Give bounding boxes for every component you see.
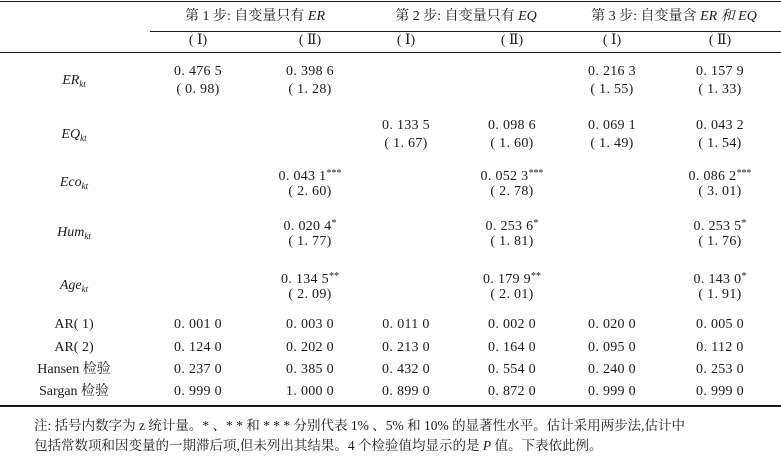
coefficient: 0. 098 6 <box>488 118 536 133</box>
test-value: 0. 005 0 <box>696 317 744 332</box>
top-rule <box>0 1 781 2</box>
test-value: 1. 000 0 <box>286 384 334 399</box>
row-label-hum: Hum$_{kt}$ <box>57 225 91 241</box>
coefficient: 0. 476 5 <box>174 64 222 79</box>
model-label: ( Ⅱ) <box>500 33 524 48</box>
test-value: 0. 999 0 <box>588 384 636 399</box>
coefficient: 0. 086 2*** <box>688 168 752 184</box>
model-label: ( Ⅰ) <box>188 33 208 48</box>
coefficient: 0. 253 5* <box>693 218 747 234</box>
test-value: 0. 164 0 <box>488 340 536 355</box>
test-value: 0. 001 0 <box>174 317 222 332</box>
test-value: 0. 899 0 <box>382 384 430 399</box>
z-statistic: ( 2. 78) <box>490 184 534 199</box>
z-statistic: ( 1. 60) <box>490 136 534 151</box>
test-value: 0. 002 0 <box>488 317 536 332</box>
test-value: 0. 213 0 <box>382 340 430 355</box>
significance-stars: ** <box>530 271 541 282</box>
z-statistic: ( 2. 09) <box>288 287 332 302</box>
model-label: ( Ⅰ) <box>396 33 416 48</box>
coefficient: 0. 052 3*** <box>480 168 544 184</box>
test-value: 0. 112 0 <box>696 340 744 355</box>
test-value: 0. 240 0 <box>588 362 636 377</box>
z-statistic: ( 1. 33) <box>698 82 742 97</box>
note-p-symbol: P <box>482 438 492 453</box>
row-label-eq: $EQ_{kt}$ <box>61 127 87 143</box>
model-label: ( Ⅱ) <box>298 33 322 48</box>
z-statistic: ( 2. 01) <box>490 287 534 302</box>
row-label-age: Age$_{kt}$ <box>59 278 89 294</box>
table-note <box>34 416 774 456</box>
test-label: Hansen 检验 <box>37 362 111 377</box>
significance-stars: * <box>331 218 337 229</box>
coefficient: 0. 157 9 <box>696 64 744 79</box>
test-value: 0. 095 0 <box>588 340 636 355</box>
coefficient: 0. 020 4* <box>283 218 337 234</box>
note-line-2: 包括常数项和因变量的一期滞后项,但未列出其结果。4 个检验值均显示的是 P 值。下表依此例。 <box>34 438 603 453</box>
significance-stars: *** <box>736 168 752 179</box>
step-header-3: 第 3 步: 自变量含 ER 和 EQ <box>591 9 757 24</box>
coefficient: 0. 398 6 <box>286 64 334 79</box>
row-label-er: $ER_{kt}$ <box>62 73 86 89</box>
row-label-eco: Eco$_{kt}$ <box>59 175 89 191</box>
test-value: 0. 003 0 <box>286 317 334 332</box>
z-statistic: ( 1. 54) <box>698 136 742 151</box>
test-value: 0. 872 0 <box>488 384 536 399</box>
z-statistic: ( 1. 49) <box>590 136 634 151</box>
coefficient: 0. 043 2 <box>696 118 744 133</box>
test-value: 0. 124 0 <box>174 340 222 355</box>
test-value: 0. 999 0 <box>174 384 222 399</box>
z-statistic: ( 1. 91) <box>698 287 742 302</box>
coefficient: 0. 253 6* <box>485 218 539 234</box>
z-statistic: ( 1. 77) <box>288 234 332 249</box>
test-value: 0. 554 0 <box>488 362 536 377</box>
significance-stars: ** <box>328 271 339 282</box>
test-value: 0. 011 0 <box>382 317 430 332</box>
step-header-1: 第 1 步: 自变量只有 ER <box>185 9 325 24</box>
coefficient: 0. 134 5** <box>281 271 339 287</box>
header-rule <box>0 52 781 53</box>
z-statistic: ( 1. 67) <box>384 136 428 151</box>
z-statistic: ( 1. 55) <box>590 82 634 97</box>
z-statistic: ( 1. 28) <box>288 82 332 97</box>
z-statistic: ( 3. 01) <box>698 184 742 199</box>
significance-stars: *** <box>326 168 342 179</box>
coefficient: 0. 133 5 <box>382 118 430 133</box>
group-rule <box>150 31 781 32</box>
note-line-1: 注: 括号内数字为 z 统计量。* 、* * 和 * * * 分别代表 1% 、5% 和 10% 的显著性水平。估计采用两步法,估计中 <box>34 418 685 433</box>
bottom-rule <box>0 405 781 407</box>
coefficient: 0. 143 0* <box>693 271 747 287</box>
test-value: 0. 432 0 <box>382 362 430 377</box>
test-value: 0. 253 0 <box>696 362 744 377</box>
significance-stars: * <box>533 218 539 229</box>
coefficient: 0. 216 3 <box>588 64 636 79</box>
test-value: 0. 237 0 <box>174 362 222 377</box>
significance-stars: * <box>741 271 747 282</box>
step-header-2: 第 2 步: 自变量只有 EQ <box>395 9 537 24</box>
z-statistic: ( 1. 76) <box>698 234 742 249</box>
z-statistic: ( 2. 60) <box>288 184 332 199</box>
z-statistic: ( 1. 81) <box>490 234 534 249</box>
test-value: 0. 202 0 <box>286 340 334 355</box>
test-value: 0. 999 0 <box>696 384 744 399</box>
model-label: ( Ⅱ) <box>708 33 732 48</box>
test-label: AR( 2) <box>54 340 94 355</box>
test-value: 0. 020 0 <box>588 317 636 332</box>
model-label: ( Ⅰ) <box>602 33 622 48</box>
coefficient: 0. 043 1*** <box>278 168 342 184</box>
test-label: AR( 1) <box>54 317 94 332</box>
z-statistic: ( 0. 98) <box>176 82 220 97</box>
test-label: Sargan 检验 <box>38 384 110 399</box>
significance-stars: *** <box>528 168 544 179</box>
test-value: 0. 385 0 <box>286 362 334 377</box>
coefficient: 0. 069 1 <box>588 118 636 133</box>
significance-stars: * <box>741 218 747 229</box>
coefficient: 0. 179 9** <box>483 271 541 287</box>
